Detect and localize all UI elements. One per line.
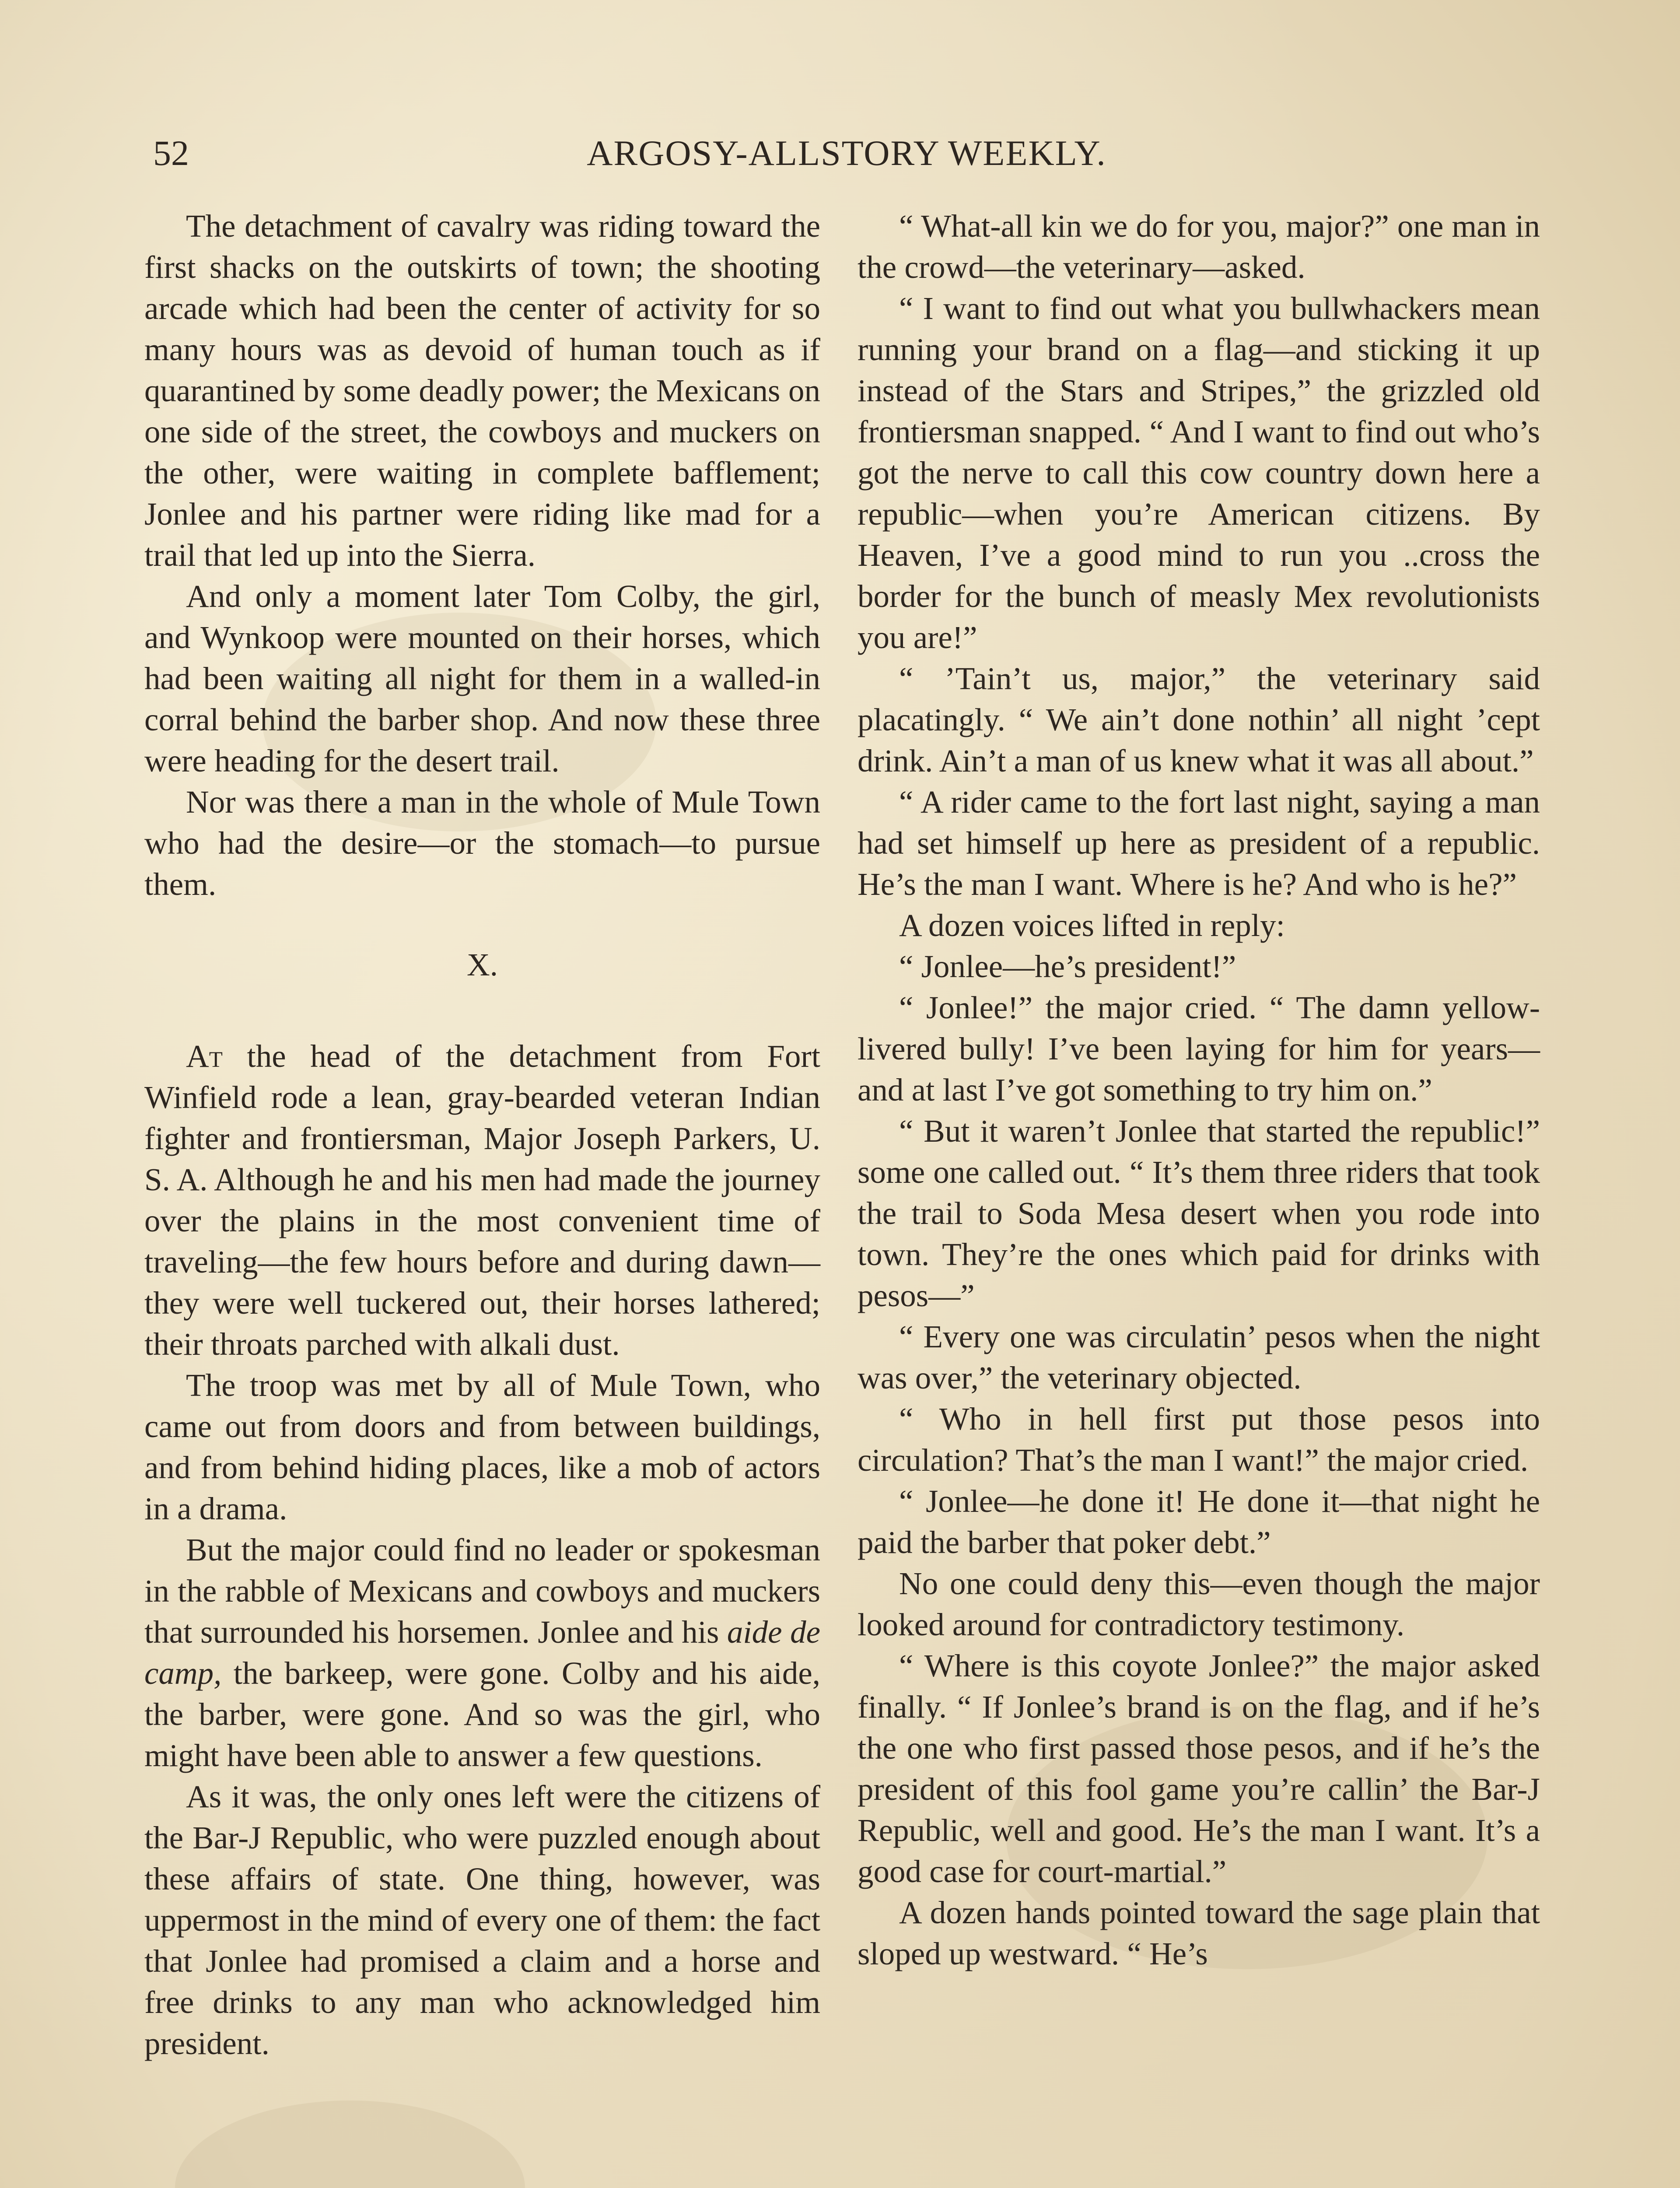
paragraph: “ Jonlee—he done it! He done it—that night he paid the barber that poker debt.” <box>858 1483 1540 1560</box>
paragraph: “ ’Tain’t us, major,” the veterinary said placatingly. “ We ain’t done nothin’ all night ’cept drink. Ain’t a man of us knew what it was all about.” <box>858 661 1540 778</box>
paragraph: A dozen voices lifted in reply: <box>899 908 1285 943</box>
paragraph-text: the barkeep, were gone. Colby and his aide, the barber, were gone. And so was the girl, who might have been able to answer a few questions. <box>144 1655 820 1773</box>
paragraph: A dozen hands pointed toward the sage plain that sloped up westward. “ He’s <box>858 1895 1540 1971</box>
section-heading: X. <box>467 947 498 982</box>
paragraph: “ A rider came to the fort last night, saying a man had set himself up here as president of a republic. He’s the man I want. Where is he? And who is he?” <box>858 784 1540 902</box>
paragraph-text: But the major could find no leader or spokesman in the rabble of Mexicans and cowboys and muckers that surrounded his horsemen. Jonlee and his <box>144 1532 820 1650</box>
paragraph <box>144 1036 820 1365</box>
paragraph: “ What-all kin we do for you, major?” one man in the crowd—the veterinary—asked. <box>858 208 1540 285</box>
left-column <box>144 206 820 2064</box>
paragraph: The troop was met by all of Mule Town, who came out from doors and from between buildings, and from behind hiding places, like a mob of actors in a drama. <box>144 1368 820 1526</box>
paragraph: And only a moment later Tom Colby, the girl, and Wynkoop were mounted on their horses, which had been waiting all night for them in a walled-in corral behind the barber shop. And now these three were heading for the desert trail. <box>144 579 820 778</box>
paragraph: No one could deny this—even though the major looked around for contradictory testimony. <box>858 1566 1540 1642</box>
paragraph: “ Who in hell first put those pesos into circulation? That’s the man I want!” the major cried. <box>858 1401 1540 1478</box>
paragraph: “ Jonlee—he’s president!” <box>899 949 1236 984</box>
paragraph: “ But it waren’t Jonlee that started the republic!” some one called out. “ It’s them three riders that took the trail to Soda Mesa desert when you rode into town. They’re the ones which paid for drinks with pesos—” <box>858 1113 1540 1313</box>
right-column <box>858 206 1540 1974</box>
paragraph: “ I want to find out what you bullwhackers mean running your brand on a flag—and sticking it up instead of the Stars and Stripes,” the grizzled old frontiersman snapped. “ And I want to find out who’s got the nerve to call this cow country down here a republic—when you’re American citizens. By Heaven, I’ve a good mind to run you ..cross the border for the bunch of measly Mex revolutionists you are!” <box>858 291 1540 655</box>
paragraph <box>144 1529 820 1776</box>
page-header <box>153 131 1540 184</box>
paragraph-text: the head of the detachment from Fort Winfield rode a lean, gray-bearded veteran Indian fighter and frontiersman, Major Joseph Parkers, U. S. A. Although he and his men had made the journey over the plains in the most convenient time of traveling—the few hours before and during dawn—they were well tuckered out, their horses lathered; their throats parched with alkali dust. <box>144 1038 820 1362</box>
paragraph: As it was, the only ones left were the citizens of the Bar-J Republic, who were puzzled enough about these affairs of state. One thing, however, was uppermost in the mind of every one of them: the fact that Jonlee had promised a claim and a horse and free drinks to any man who acknowledged him president. <box>144 1779 820 2061</box>
page-number: 52 <box>153 133 189 173</box>
paragraph: The detachment of cavalry was riding toward the first shacks on the outskirts of town; the shooting arcade which had been the center of activity for so many hours was as devoid of human touch as if quarantined by some deadly power; the Mexicans on one side of the street, the cowboys and muckers on the other, were waiting in complete bafflement; Jonlee and his partner were riding like mad for a trail that led up into the Sierra. <box>144 208 820 573</box>
paragraph: “ Jonlee!” the major cried. “ The damn yellow-livered bully! I’ve been laying for him for years—and at last I’ve got something to try him on.” <box>858 990 1540 1108</box>
paper-stain <box>175 2100 525 2188</box>
paragraph: “ Every one was circulatin’ pesos when the night was over,” the veterinary objected. <box>858 1319 1540 1396</box>
running-head: ARGOSY-ALLSTORY WEEKLY. <box>587 133 1106 173</box>
italic-phrase: aide de camp, <box>144 1614 820 1691</box>
paragraph: “ Where is this coyote Jonlee?” the major asked finally. “ If Jonlee’s brand is on the flag, and if he’s the one who first passed those pesos, and if he’s the president of this fool game you’re callin’ the Bar-J Republic, well and good. He’s the man I want. It’s a good case for court-martial.” <box>858 1648 1540 1889</box>
small-caps-opening: At <box>186 1038 223 1074</box>
paragraph: Nor was there a man in the whole of Mule Town who had the desire—or the stomach—to pursue them. <box>144 784 820 902</box>
